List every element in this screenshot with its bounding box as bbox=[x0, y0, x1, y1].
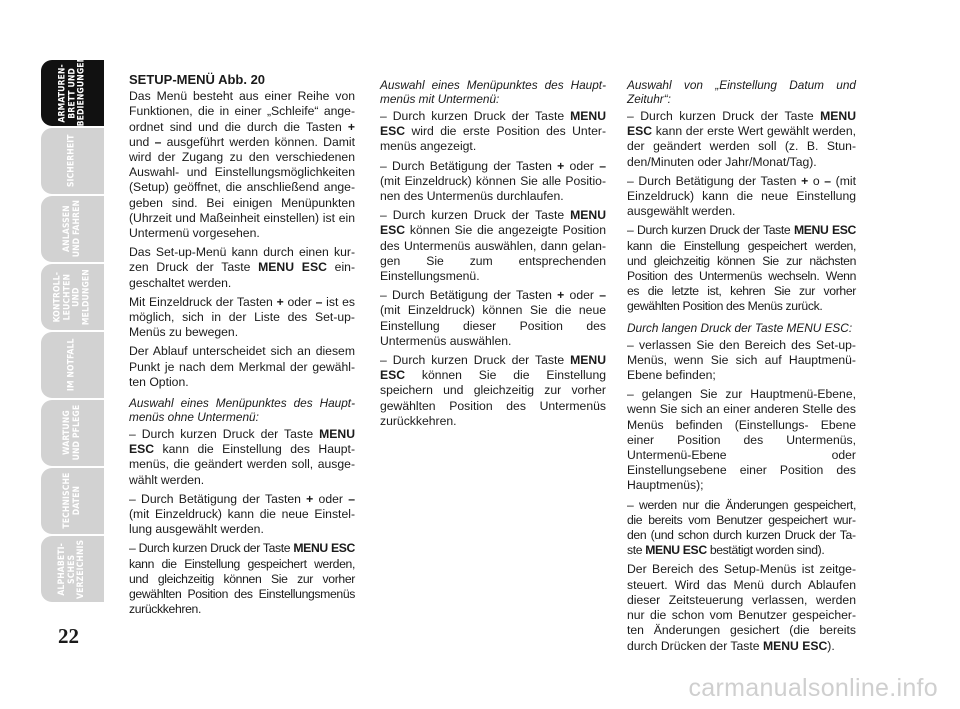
chapter-tab[interactable] bbox=[41, 536, 104, 602]
chapter-tab[interactable] bbox=[41, 400, 104, 466]
text-column-3 bbox=[627, 72, 856, 658]
paragraph: Das Set-up-Menü kann durch einen kurzen Druck der Taste MENU ESC eingeschaltet werden. bbox=[129, 245, 355, 290]
subheading: Auswahl eines Menüpunktes des Hauptmenüs ohne Untermenü: bbox=[129, 396, 355, 425]
paragraph: Das Menü besteht aus einer Reihe von Funktionen, die in einer „Schleife“ angeordnet sind und die durch die Tasten + und – ausgeführt werden können. Damit wird der Zugang zu den verschiedenen Auswahl- und Einstellungsmöglichkeiten (Setup) geöffnet, die anschließend angegeben sind. Bei einigen Menüpunkten (Uhrzeit und Maßeinheit einstellen) ist ein Untermenü vorgesehen. bbox=[129, 89, 355, 241]
chapter-tab-label: IM NOTFALL bbox=[66, 338, 77, 392]
paragraph: – Durch kurzen Druck der Taste MENU ESC kann die Einstellung gespeichert werden, und gleichzeitig können Sie zur vorher gewählten Position des Einstellungsmenüs zurückkehren. bbox=[129, 541, 356, 617]
section-heading: SETUP-MENÜ Abb. 20 bbox=[129, 72, 266, 87]
chapter-tab[interactable] bbox=[41, 264, 104, 330]
chapter-tab-label: SICHERHEIT bbox=[66, 134, 77, 188]
subheading: Durch langen Druck der Taste MENU ESC: bbox=[627, 320, 853, 335]
paragraph: – Durch kurzen Druck der Taste MENU ESC kann der erste Wert gewählt werden, der geändert werden soll (z. B. Stunden/Minuten oder Jahr/Monat/Tag). bbox=[627, 109, 856, 169]
subheading: Auswahl von „Einstellung Datum und Zeituhr“: bbox=[627, 78, 856, 106]
subheading: Auswahl eines Menüpunktes des Hauptmenüs mit Untermenü: bbox=[380, 78, 606, 106]
paragraph: – Durch kurzen Druck der Taste MENU ESC wird die erste Position des Untermenüs angezeigt. bbox=[380, 109, 606, 154]
paragraph: Der Ablauf unterscheidet sich an diesem Punkt je nach dem Merkmal der gewählten Option. bbox=[129, 344, 355, 389]
chapter-tab-label: WARTUNG UND PFLEGE bbox=[61, 405, 82, 461]
paragraph: – werden nur die Änderungen gespeichert, die bereits vom Benutzer gespeichert wurden (und schon durch kurzen Druck der Taste MENU ESC bestätigt worden sind). bbox=[627, 497, 856, 558]
chapter-tab-label: TECHNISCHE DATEN bbox=[61, 472, 82, 530]
paragraph: – Durch kurzen Druck der Taste MENU ESC kann die Einstellung des Hauptmenüs, die geändert werden soll, ausgewählt werden. bbox=[129, 427, 355, 487]
paragraph: – Durch Betätigung der Tasten + o – (mit Einzeldruck) kann die neue Einstellung ausgewählt werden. bbox=[627, 173, 856, 219]
watermark: carmanualsonline.info bbox=[688, 674, 938, 702]
text-column-2 bbox=[380, 72, 606, 433]
chapter-tab-label: ARMATUREN- BRETT UND BEDIENGUNGEN bbox=[57, 55, 87, 126]
paragraph: – Durch kurzen Druck der Taste MENU ESC kann die Einstellung gespeichert werden, und gleichzeitig können Sie zur nächsten Position des Untermenüs wechseln. Wenn es die letzte ist, kehren Sie zur vorher gewählten Position des Menüs zurück. bbox=[627, 223, 857, 314]
paragraph: – Durch kurzen Druck der Taste MENU ESC können Sie die angezeigte Position des Untermenüs auswählen, dann gelangen Sie zum entsprechenden Einstellungsmenü. bbox=[380, 208, 606, 284]
paragraph: – Durch Betätigung der Tasten + oder – (mit Einzeldruck) kann die neue Einstellung ausgewählt werden. bbox=[129, 491, 355, 537]
chapter-tab[interactable] bbox=[41, 128, 104, 194]
text-column-1 bbox=[129, 72, 355, 622]
chapter-tab-label: KONTROLL- LEUCHTEN UND MELDUNGEN bbox=[52, 268, 92, 326]
chapter-tab-label: ANLASSEN UND FAHREN bbox=[61, 200, 82, 258]
paragraph: – Durch Betätigung der Tasten + oder – (mit Einzeldruck) können Sie die neue Einstellung dieser Position des Untermenüs auswählen. bbox=[380, 288, 606, 348]
chapter-tab[interactable] bbox=[41, 55, 104, 126]
chapter-tabs bbox=[41, 55, 104, 604]
paragraph: – Durch kurzen Druck der Taste MENU ESC können Sie die Einstellung speichern und gleichzeitig zur vorher gewählten Position des Untermenüs zurückkehren. bbox=[380, 353, 606, 428]
chapter-tab-label: ALPHABETI- SCHES VERZEICHNIS bbox=[57, 539, 87, 599]
paragraph: Mit Einzeldruck der Tasten + oder – ist es möglich, sich in der Liste des Set-up-Menüs zu bewegen. bbox=[129, 294, 355, 340]
chapter-tab[interactable] bbox=[41, 196, 104, 262]
chapter-tab[interactable] bbox=[41, 468, 104, 534]
paragraph: – Durch Betätigung der Tasten + oder – (mit Einzeldruck) können Sie alle Positionen des Untermenüs durchlaufen. bbox=[380, 158, 606, 204]
paragraph: – gelangen Sie zur Hauptmenü-Ebene, wenn Sie sich an einer anderen Stelle des Menüs befinden (Einstellungs- Ebene einer Position des Untermenüs, Untermenü-Ebene oder Einstellungsebene einer Position des Hauptmenüs); bbox=[627, 387, 856, 493]
paragraph: – verlassen Sie den Bereich des Set-up-Menüs, wenn Sie sich auf Hauptmenü-Ebene befinden; bbox=[627, 337, 856, 383]
paragraph: Der Bereich des Setup-Menüs ist zeitgesteuert. Wird das Menü durch Ablaufen dieser Zeitsteuerung verlassen, werden nur die schon vom Benutzer gespeicherten Änderungen gesichert (die bereits durch Drücken der Taste MENU ESC). bbox=[627, 562, 856, 653]
page-number: 22 bbox=[58, 624, 79, 648]
chapter-tab[interactable] bbox=[41, 332, 104, 398]
